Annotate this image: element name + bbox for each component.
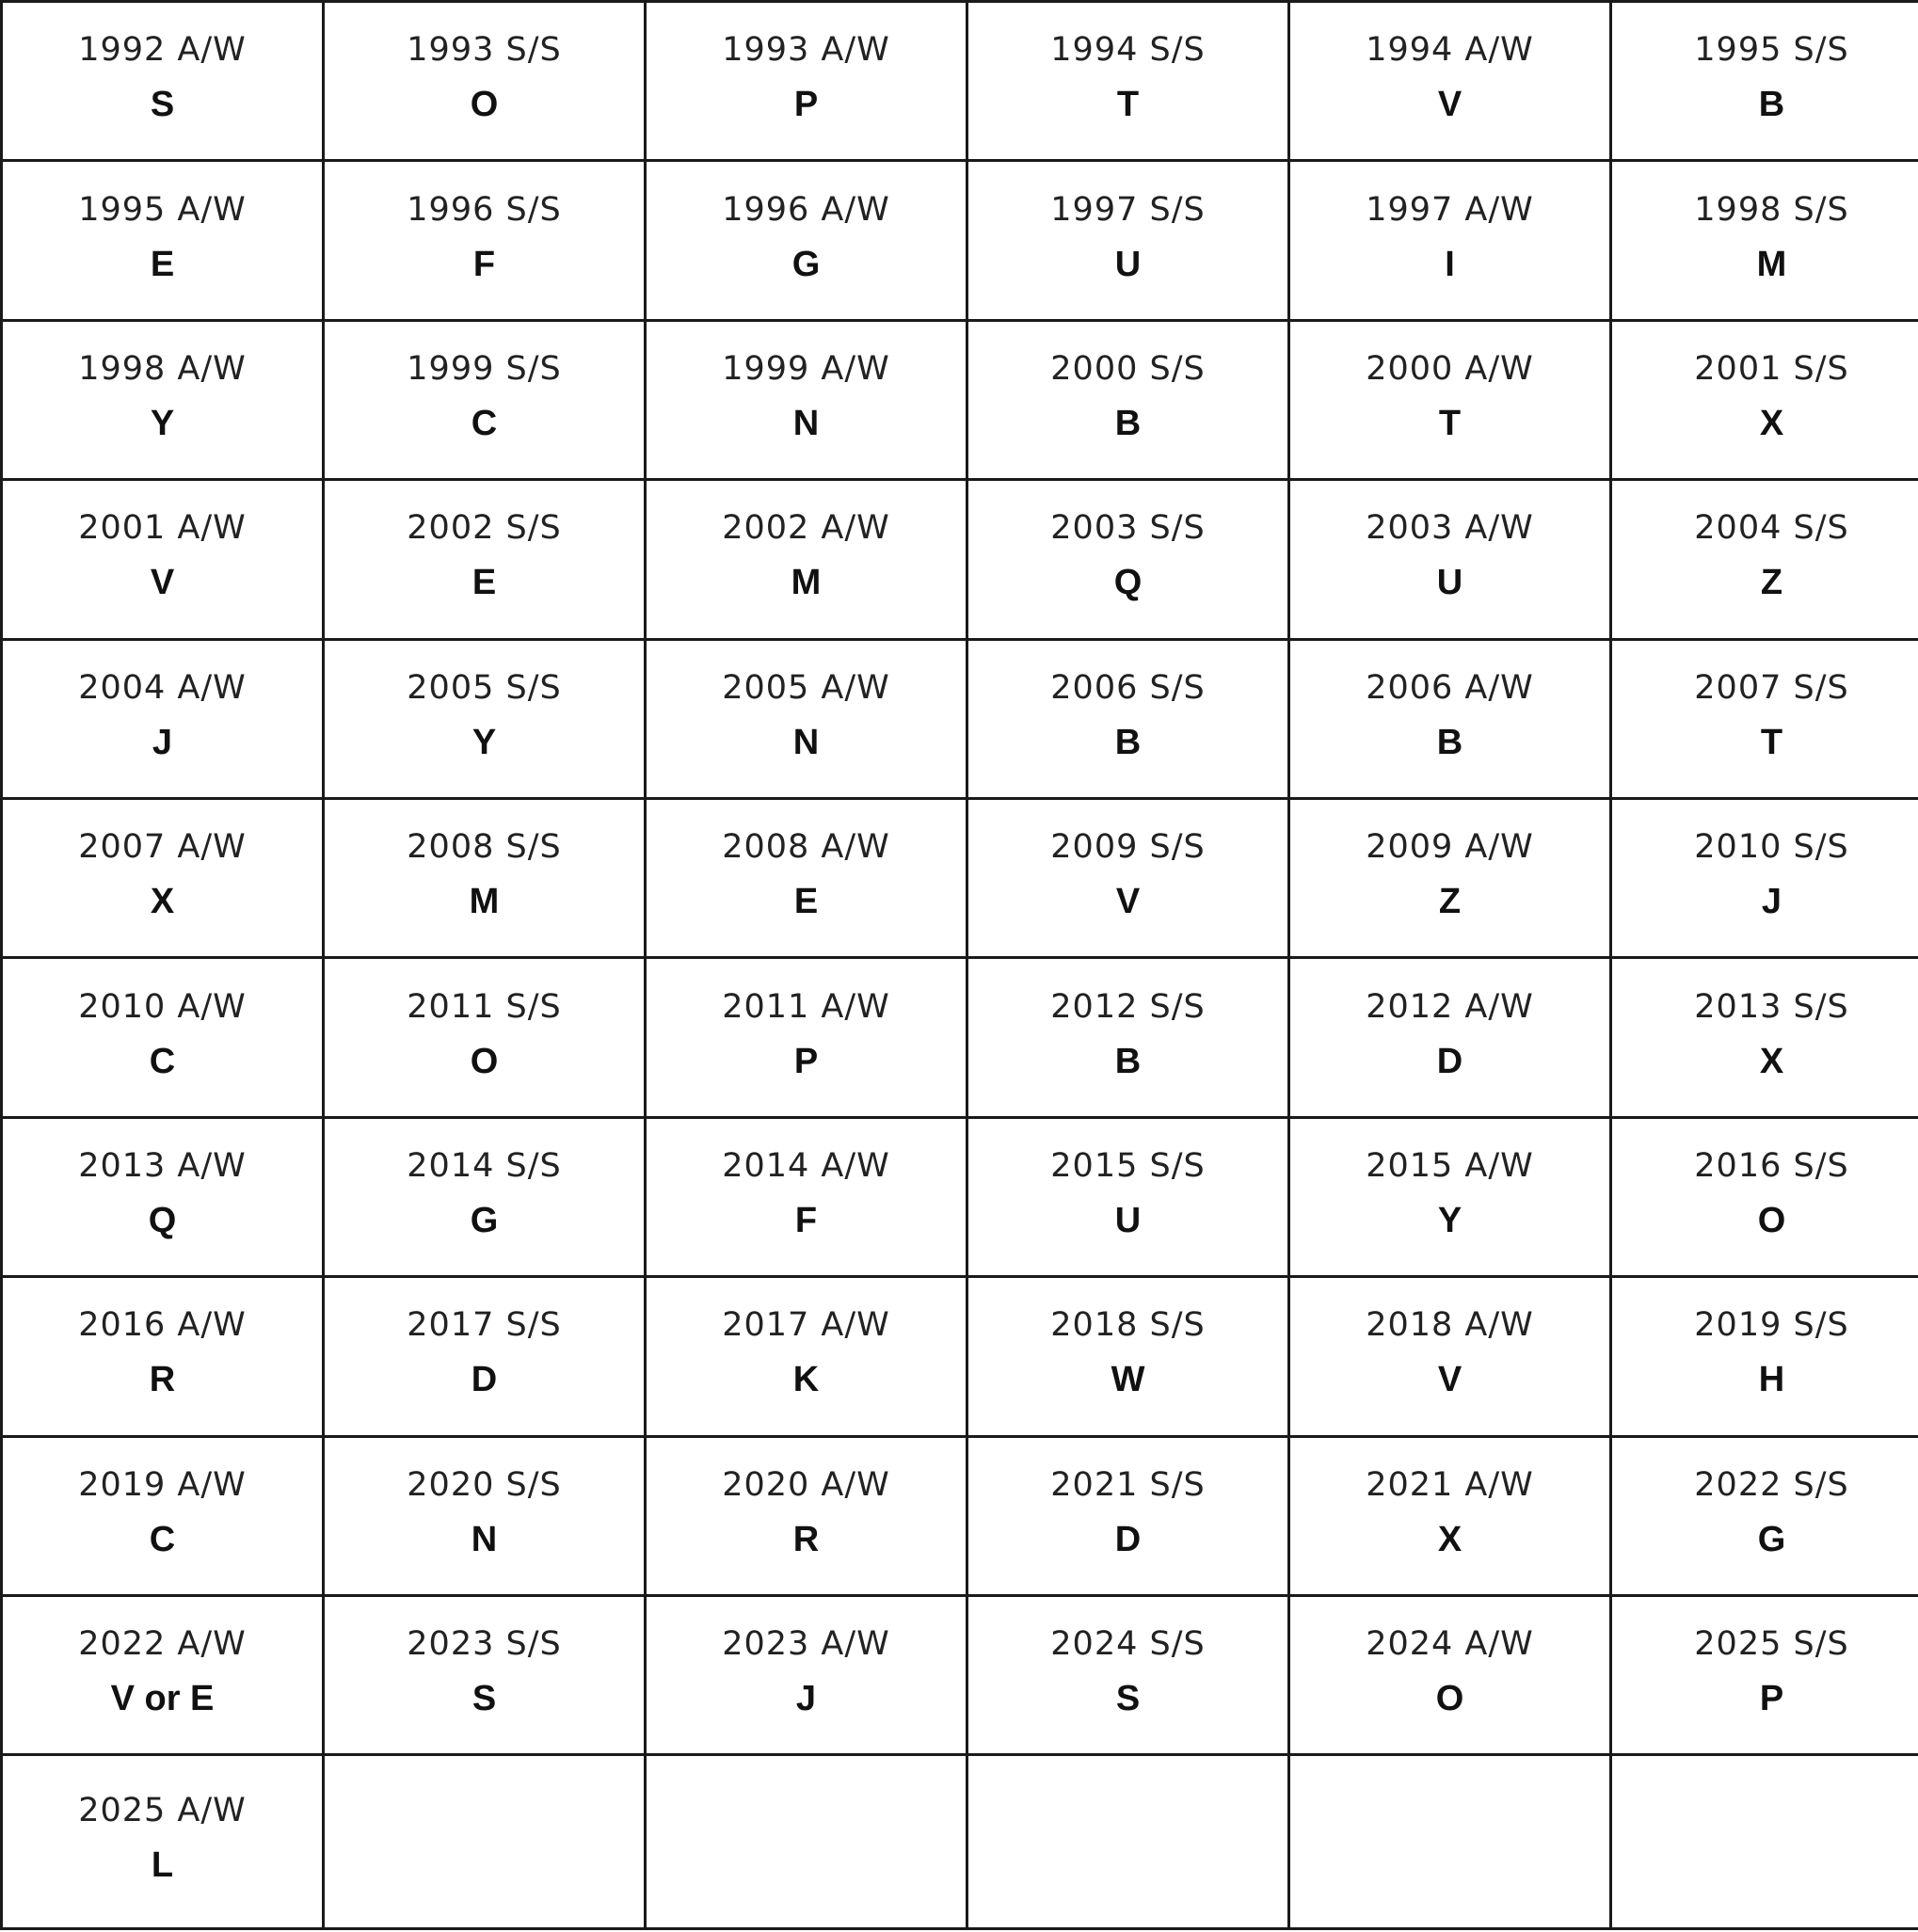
season-label: 2019 A/W — [78, 1465, 247, 1504]
table-cell — [967, 480, 1289, 639]
season-code: D — [1436, 1041, 1463, 1081]
season-code: U — [1114, 1201, 1142, 1241]
season-code: S — [150, 85, 175, 125]
table-cell — [324, 320, 646, 479]
season-label: 2015 S/S — [1050, 1147, 1206, 1186]
season-code: P — [793, 1041, 819, 1081]
season-label: 2003 S/S — [1050, 509, 1206, 548]
table-row — [2, 1596, 1918, 1755]
season-code: B — [1758, 85, 1785, 125]
season-code: D — [1114, 1519, 1142, 1559]
table-cell — [1289, 958, 1611, 1117]
season-code: P — [793, 85, 819, 125]
table-cell — [1289, 480, 1611, 639]
season-label: 2010 S/S — [1694, 828, 1849, 867]
table-cell — [2, 1436, 324, 1595]
table-cell — [324, 1436, 646, 1595]
season-code: R — [149, 1360, 176, 1400]
season-label: 2001 S/S — [1694, 350, 1849, 389]
table-cell — [646, 1755, 967, 1929]
table-cell — [1611, 1755, 1918, 1929]
season-label: 2018 A/W — [1366, 1306, 1534, 1345]
season-code: V or E — [110, 1679, 215, 1719]
season-code: V — [150, 563, 175, 603]
season-code: K — [792, 1360, 820, 1400]
season-code: D — [471, 1360, 498, 1400]
season-label: 2004 A/W — [78, 668, 247, 707]
season-code: Z — [1438, 882, 1462, 922]
table-row — [2, 1755, 1918, 1929]
season-code: B — [1436, 722, 1463, 762]
season-code: C — [471, 404, 498, 444]
season-label: 2009 A/W — [1366, 828, 1534, 867]
season-code: V — [1437, 85, 1462, 125]
table-cell — [967, 958, 1289, 1117]
table-cell — [324, 1755, 646, 1929]
table-cell — [646, 799, 967, 958]
table-cell — [646, 1117, 967, 1276]
season-code: B — [1114, 404, 1142, 444]
season-code: G — [791, 244, 821, 284]
season-label: 2022 S/S — [1694, 1465, 1849, 1504]
season-label: 1994 A/W — [1366, 31, 1534, 70]
season-label: 2020 S/S — [407, 1465, 562, 1504]
table-row — [2, 2, 1918, 161]
season-label: 1993 A/W — [722, 31, 890, 70]
season-code: T — [1760, 722, 1783, 762]
season-code: G — [1757, 1519, 1786, 1559]
table-cell — [646, 958, 967, 1117]
season-label: 2007 A/W — [78, 828, 247, 867]
table-row — [2, 639, 1918, 798]
table-cell — [646, 161, 967, 320]
season-code: S — [1115, 1679, 1141, 1719]
table-cell — [646, 1596, 967, 1755]
season-label: 2005 S/S — [407, 668, 562, 707]
season-code-table-body — [2, 2, 1918, 1929]
season-code: Z — [1760, 563, 1783, 603]
season-label: 2003 A/W — [1366, 509, 1534, 548]
season-code: I — [1445, 244, 1455, 284]
table-cell — [324, 2, 646, 161]
season-code: C — [149, 1519, 176, 1559]
table-cell — [324, 161, 646, 320]
table-cell — [967, 2, 1289, 161]
season-label: 1995 A/W — [78, 190, 247, 229]
table-row — [2, 1436, 1918, 1595]
table-cell — [2, 161, 324, 320]
season-code: J — [152, 722, 173, 762]
table-cell — [967, 639, 1289, 798]
table-cell — [1611, 799, 1918, 958]
season-label: 2014 S/S — [407, 1147, 562, 1186]
season-label: 2016 S/S — [1694, 1147, 1849, 1186]
season-label: 2018 S/S — [1050, 1306, 1206, 1345]
season-code: T — [1438, 404, 1462, 444]
table-cell — [324, 639, 646, 798]
season-label: 2002 S/S — [407, 509, 562, 548]
season-label: 1998 S/S — [1694, 190, 1849, 229]
table-cell — [1611, 639, 1918, 798]
season-code: E — [472, 563, 497, 603]
table-cell — [967, 1596, 1289, 1755]
season-label: 2016 A/W — [78, 1306, 247, 1345]
season-code: V — [1437, 1360, 1462, 1400]
table-cell — [1611, 2, 1918, 161]
season-label: 2009 S/S — [1050, 828, 1206, 867]
season-code: M — [469, 882, 500, 922]
table-row — [2, 480, 1918, 639]
season-label: 1997 A/W — [1366, 190, 1534, 229]
table-cell — [1611, 1436, 1918, 1595]
table-cell — [646, 2, 967, 161]
season-code: O — [1435, 1679, 1464, 1719]
season-label: 2025 S/S — [1694, 1625, 1849, 1664]
table-cell — [324, 799, 646, 958]
season-label: 2021 A/W — [1366, 1465, 1534, 1504]
table-cell — [646, 639, 967, 798]
season-code: N — [471, 1519, 498, 1559]
season-label: 2007 S/S — [1694, 668, 1849, 707]
table-cell — [1611, 480, 1918, 639]
table-cell — [1289, 161, 1611, 320]
season-code: P — [1759, 1679, 1784, 1719]
season-label: 2006 S/S — [1050, 668, 1206, 707]
season-label: 1993 S/S — [407, 31, 562, 70]
season-code: O — [470, 1041, 499, 1081]
season-label: 1997 S/S — [1050, 190, 1206, 229]
table-cell — [2, 480, 324, 639]
season-code: M — [791, 563, 822, 603]
table-cell — [324, 1596, 646, 1755]
season-label: 2005 A/W — [722, 668, 890, 707]
table-cell — [967, 1755, 1289, 1929]
season-label: 1999 A/W — [722, 350, 890, 389]
season-label: 2024 A/W — [1366, 1625, 1534, 1664]
season-code: E — [150, 244, 175, 284]
table-cell — [324, 958, 646, 1117]
table-cell — [324, 1117, 646, 1276]
season-label: 1999 S/S — [407, 350, 562, 389]
table-cell — [967, 161, 1289, 320]
table-cell — [324, 480, 646, 639]
season-label: 2013 S/S — [1694, 987, 1849, 1026]
table-cell — [1611, 161, 1918, 320]
table-cell — [1289, 1596, 1611, 1755]
season-code: U — [1436, 563, 1463, 603]
season-code: X — [1437, 1519, 1462, 1559]
season-label: 2008 S/S — [407, 828, 562, 867]
season-label: 2012 S/S — [1050, 987, 1206, 1026]
table-row — [2, 320, 1918, 479]
season-code: V — [1115, 882, 1141, 922]
season-code: E — [793, 882, 819, 922]
season-label: 2008 A/W — [722, 828, 890, 867]
season-code: H — [1758, 1360, 1785, 1400]
table-cell — [1289, 320, 1611, 479]
season-code: X — [1759, 1041, 1784, 1081]
season-label: 2022 A/W — [78, 1625, 247, 1664]
table-cell — [2, 1277, 324, 1436]
season-label: 2012 A/W — [1366, 987, 1534, 1026]
table-cell — [1289, 1117, 1611, 1276]
season-code: Y — [150, 404, 175, 444]
table-row — [2, 799, 1918, 958]
season-label: 2000 A/W — [1366, 350, 1534, 389]
table-cell — [967, 1117, 1289, 1276]
season-code: Q — [148, 1201, 177, 1241]
season-label: 1996 S/S — [407, 190, 562, 229]
table-cell — [2, 1755, 324, 1929]
table-cell — [2, 639, 324, 798]
season-code: N — [792, 722, 820, 762]
season-code: X — [150, 882, 175, 922]
table-cell — [967, 320, 1289, 479]
table-cell — [1289, 1436, 1611, 1595]
season-code: Y — [1437, 1201, 1462, 1241]
season-code: R — [792, 1519, 820, 1559]
season-label: 1994 S/S — [1050, 31, 1206, 70]
table-cell — [1289, 2, 1611, 161]
table-cell — [646, 320, 967, 479]
season-code: F — [472, 244, 496, 284]
table-cell — [1289, 799, 1611, 958]
season-label: 2024 S/S — [1050, 1625, 1206, 1664]
season-label: 2011 A/W — [722, 987, 890, 1026]
season-code: J — [1761, 882, 1782, 922]
season-code: M — [1756, 244, 1787, 284]
table-row — [2, 958, 1918, 1117]
season-label: 2001 A/W — [78, 509, 247, 548]
season-label: 1996 A/W — [722, 190, 890, 229]
table-cell — [967, 1436, 1289, 1595]
season-label: 2021 S/S — [1050, 1465, 1206, 1504]
season-code: O — [470, 85, 499, 125]
table-cell — [2, 799, 324, 958]
season-code: W — [1111, 1360, 1145, 1400]
season-code: B — [1114, 722, 1142, 762]
season-label: 2002 A/W — [722, 509, 890, 548]
season-code: N — [792, 404, 820, 444]
season-code: L — [151, 1845, 174, 1886]
season-code: C — [149, 1041, 176, 1081]
season-label: 1992 A/W — [78, 31, 247, 70]
season-code: U — [1114, 244, 1142, 284]
season-code: B — [1114, 1041, 1142, 1081]
season-code: X — [1759, 404, 1784, 444]
season-code: G — [470, 1201, 499, 1241]
table-cell — [1289, 1277, 1611, 1436]
season-label: 2019 S/S — [1694, 1306, 1849, 1345]
table-cell — [324, 1277, 646, 1436]
season-label: 2025 A/W — [78, 1792, 247, 1830]
season-label: 2015 A/W — [1366, 1147, 1534, 1186]
season-label: 2011 S/S — [407, 987, 562, 1026]
season-label: 1995 S/S — [1694, 31, 1849, 70]
table-cell — [2, 1596, 324, 1755]
season-code: O — [1757, 1201, 1786, 1241]
season-code: T — [1116, 85, 1140, 125]
season-label: 2013 A/W — [78, 1147, 247, 1186]
table-cell — [1611, 320, 1918, 479]
table-row — [2, 161, 1918, 320]
table-cell — [967, 799, 1289, 958]
season-label: 2010 A/W — [78, 987, 247, 1026]
season-code: Y — [472, 722, 497, 762]
season-label: 2023 S/S — [407, 1625, 562, 1664]
season-label: 2000 S/S — [1050, 350, 1206, 389]
table-row — [2, 1117, 1918, 1276]
season-code: F — [794, 1201, 818, 1241]
table-cell — [1611, 1596, 1918, 1755]
table-cell — [1611, 1117, 1918, 1276]
table-cell — [1611, 958, 1918, 1117]
table-cell — [1289, 1755, 1611, 1929]
table-cell — [1611, 1277, 1918, 1436]
table-cell — [2, 2, 324, 161]
table-row — [2, 1277, 1918, 1436]
table-cell — [646, 1277, 967, 1436]
season-label: 2006 A/W — [1366, 668, 1534, 707]
table-cell — [646, 480, 967, 639]
table-cell — [2, 1117, 324, 1276]
table-cell — [1289, 639, 1611, 798]
table-cell — [967, 1277, 1289, 1436]
season-label: 2017 S/S — [407, 1306, 562, 1345]
table-cell — [2, 958, 324, 1117]
season-label: 1998 A/W — [78, 350, 247, 389]
season-code: J — [795, 1679, 817, 1719]
season-label: 2017 A/W — [722, 1306, 890, 1345]
table-cell — [2, 320, 324, 479]
season-code: S — [472, 1679, 497, 1719]
season-label: 2020 A/W — [722, 1465, 890, 1504]
table-cell — [646, 1436, 967, 1595]
season-label: 2023 A/W — [722, 1625, 890, 1664]
season-label: 2014 A/W — [722, 1147, 890, 1186]
season-code: Q — [1113, 563, 1143, 603]
season-label: 2004 S/S — [1694, 509, 1849, 548]
